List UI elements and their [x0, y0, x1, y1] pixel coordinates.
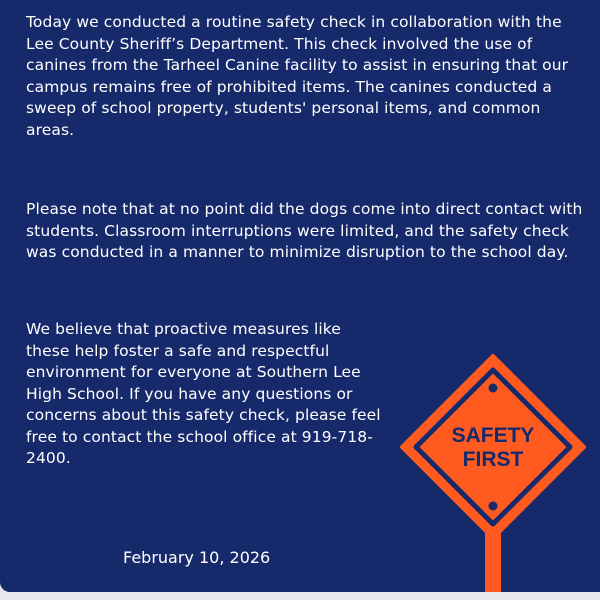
- announcement-date: February 10, 2026: [123, 548, 271, 567]
- bottom-strip: [0, 592, 600, 600]
- paragraph-safety-check: Today we conducted a routine safety check in collaboration with the Lee County Sheriff’s Department. This check involved the use of canines from the Tarheel Canine facility to assist in ensuring that our campus remains free of prohibited items. The canines conducted a sweep of school property, students' personal items, and common areas.: [26, 13, 569, 139]
- paragraph-no-contact: Please note that at no point did the dogs come into direct contact with students. Classroom interruptions were limited, and the safety check was conducted in a manner to minimize disruption to the school day.: [26, 200, 583, 261]
- safety-first-sign-icon: [398, 352, 588, 592]
- sign-diamond-outer: [402, 356, 584, 538]
- sign-text-line1: SAFETY: [451, 424, 535, 447]
- paragraph-contact-info: We believe that proactive measures like these help foster a safe and respectful environment for everyone at Southern Lee High School. If you have any questions or concerns about this safety check, please feel free to contact the school office at 919-718-2400.: [26, 320, 381, 467]
- sign-bolt-top: [489, 384, 498, 393]
- sign-text-line2: FIRST: [462, 448, 524, 471]
- sign-bolt-bottom: [489, 502, 498, 511]
